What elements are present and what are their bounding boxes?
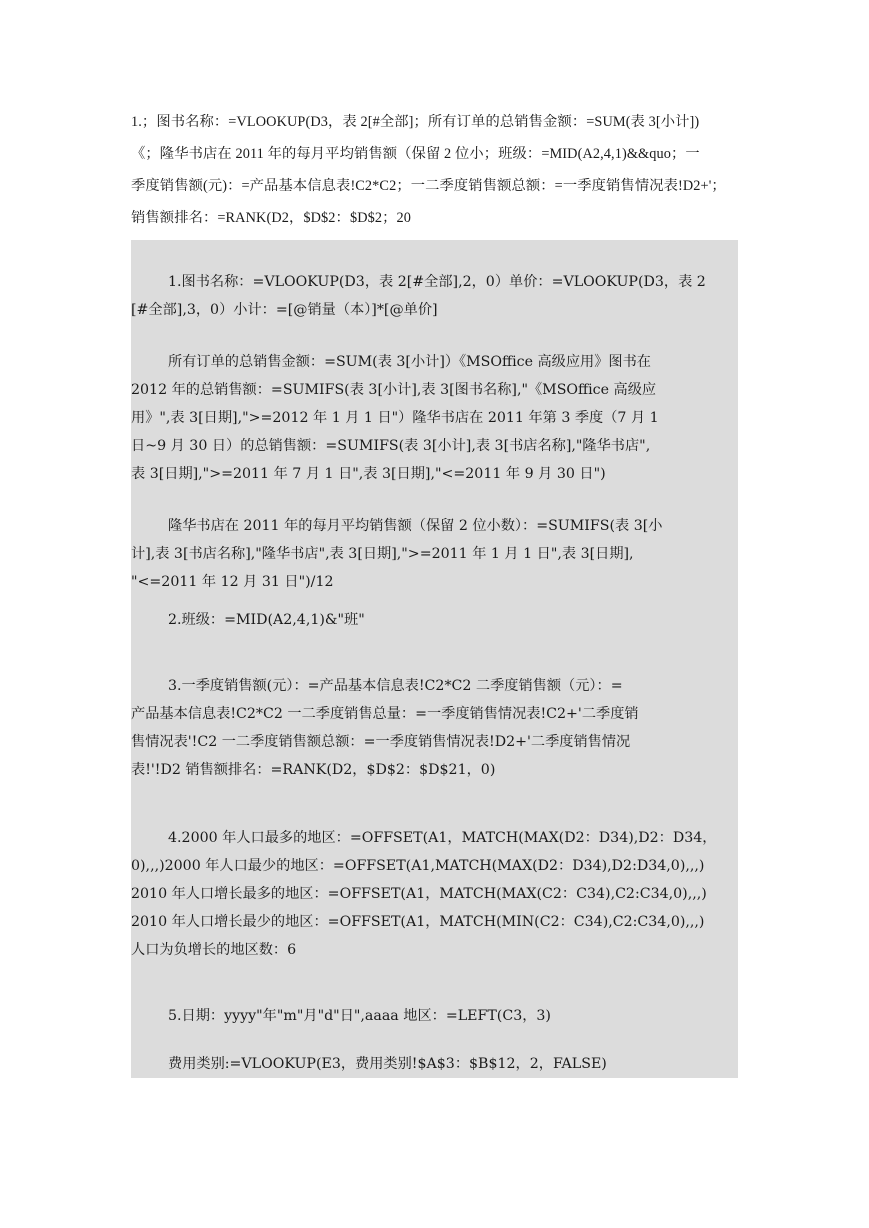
text-line: 4.2000 年人口最多的地区：=OFFSET(A1，MATCH(MAX(D2：D34),D2：D34， [168,830,717,846]
text-line: 人口为负增长的地区数：6 [131,942,297,958]
intro-text [131,106,743,234]
text-line: 1.图书名称：=VLOOKUP(D3，表 2[#全部],2，0）单价：=VLOOKUP(D3，表 2 [168,274,706,290]
text-line: 2.班级：=MID(A2,4,1)&"班" [168,612,365,628]
intro-line: 《；隆华书店在 2011 年的每月平均销售额（保留 2 位小；班级：=MID(A2,4,1)&&quo；一 [131,146,700,162]
paragraph-monthly-average [131,512,751,596]
text-line: 产品基本信息表!C2*C2 一二季度销售总量：=一季度销售情况表!C2+'二季度销 [131,706,639,722]
text-line: 2010 年人口增长最少的地区：=OFFSET(A1，MATCH(MIN(C2：C34),C2:C34,0),,,) [131,914,705,930]
text-line: 计],表 3[书店名称],"隆华书店",表 3[日期],">=2011 年 1 月 1 日",表 3[日期], [131,546,634,562]
paragraph-book-formulas [131,268,751,324]
text-line: 5.日期：yyyy"年"m"月"d"日",aaaa 地区：=LEFT(C3，3) [168,1008,551,1024]
text-line: 日~9 月 30 日）的总销售额：=SUMIFS(表 3[小计],表 3[书店名称],"隆华书店", [131,438,651,454]
paragraph-population [131,824,751,964]
text-line: 所有订单的总销售金额：=SUM(表 3[小计]）《MSOffice 高级应用》图书在 [168,354,651,370]
paragraph-date-region [131,1002,751,1030]
text-line: 费用类别:=VLOOKUP(E3，费用类别!$A$3：$B$12，2，FALSE) [168,1056,607,1072]
text-line: 售情况表'!C2 一二季度销售额总额：=一季度销售情况表!D2+'二季度销售情况 [131,734,631,750]
intro-line: 季度销售额(元)：=产品基本信息表!C2*C2；一二季度销售额总额：=一季度销售情况表!D2+'； [131,178,726,194]
text-line: 0),,,)2000 年人口最少的地区：=OFFSET(A1,MATCH(MAX(D2：D34),D2:D34,0),,,) [131,858,705,874]
text-line: 2012 年的总销售额：=SUMIFS(表 3[小计],表 3[图书名称],"《MSOffice 高级应 [131,382,657,398]
text-line: "<=2011 年 12 月 31 日")/12 [131,574,334,590]
text-line: [#全部],3，0）小计：=[@销量（本）]*[@单价] [131,302,438,318]
formula-block [131,240,738,1078]
text-line: 2010 年人口增长最多的地区：=OFFSET(A1，MATCH(MAX(C2：C34),C2:C34,0),,,) [131,886,707,902]
text-line: 隆华书店在 2011 年的每月平均销售额（保留 2 位小数）：=SUMIFS(表 3[小 [168,518,663,534]
paragraph-sales-totals [131,348,751,488]
intro-line: 1.；图书名称：=VLOOKUP(D3，表 2[#全部]；所有订单的总销售金额：=SUM(表 3[小计]) [131,114,700,130]
paragraph-expense-category [131,1050,751,1078]
intro-line: 销售额排名：=RANK(D2，$D$2：$D$2；20 [131,210,412,226]
paragraph-quarter-sales [131,672,751,784]
paragraph-class [131,606,751,634]
text-line: 表!'!D2 销售额排名：=RANK(D2，$D$2：$D$21，0) [131,762,496,778]
text-line: 3.一季度销售额(元）：=产品基本信息表!C2*C2 二季度销售额（元）：= [168,678,623,694]
text-line: 用》",表 3[日期],">=2012 年 1 月 1 日"）隆华书店在 2011 年第 3 季度（7 月 1 [131,410,659,426]
text-line: 表 3[日期],">=2011 年 7 月 1 日",表 3[日期],"<=2011 年 9 月 30 日") [131,466,606,482]
